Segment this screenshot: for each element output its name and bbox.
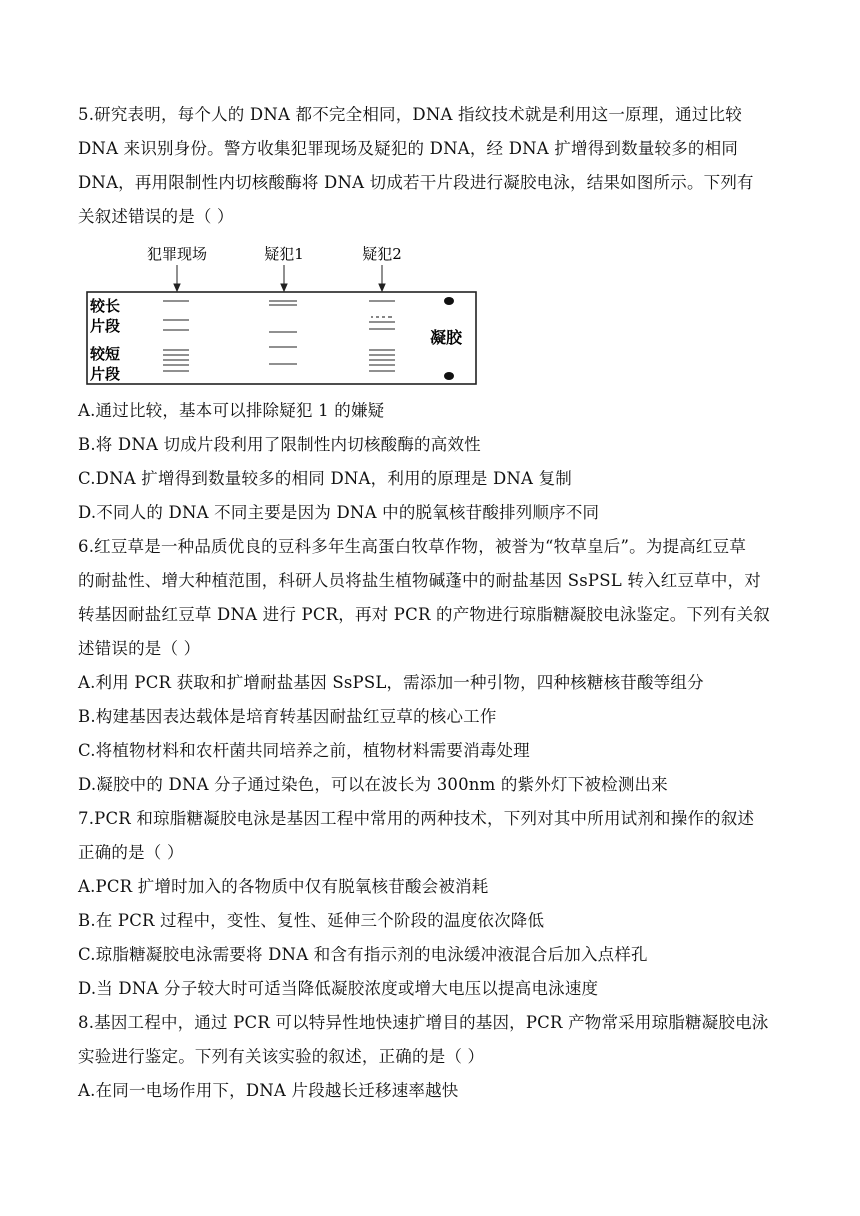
row-label-fragment-2: 片段 <box>90 365 121 383</box>
q5-option-c: C.DNA 扩增得到数量较多的相同 DNA，利用的原理是 DNA 复制 <box>78 469 573 488</box>
lane-label-suspect-1: 疑犯1 <box>264 245 304 263</box>
row-label-fragment-1: 片段 <box>90 317 121 335</box>
q5-stem-line-1: 5.研究表明，每个人的 DNA 都不完全相同，DNA 指纹技术就是利用这一原理，通过比较 <box>78 105 742 124</box>
lane-suspect-1-bands <box>269 301 297 364</box>
q5-option-a: A.通过比较，基本可以排除疑犯 1 的嫌疑 <box>78 401 385 420</box>
q7-option-c: C.琼脂糖凝胶电泳需要将 DNA 和含有指示剂的电泳缓冲液混合后加入点样孔 <box>78 945 648 964</box>
lane-label-crime-scene: 犯罪现场 <box>146 245 208 263</box>
q6-option-d: D.凝胶中的 DNA 分子通过染色，可以在波长为 300nm 的紫外灯下被检测出来 <box>78 775 668 794</box>
q8-option-a: A.在同一电场作用下，DNA 片段越长迁移速率越快 <box>78 1081 459 1100</box>
q6-stem-line-1: 6.红豆草是一种品质优良的豆科多年生高蛋白牧草作物，被誉为“牧草皇后”。为提高红豆草 <box>78 537 747 556</box>
q7-option-d: D.当 DNA 分子较大时可适当降低凝胶浓度或增大电压以提高电泳速度 <box>78 979 599 998</box>
q8-stem-line-1: 8.基因工程中，通过 PCR 可以特异性地快速扩增目的基因，PCR 产物常采用琼脂糖凝胶电泳 <box>78 1013 769 1032</box>
q6-option-b: B.构建基因表达载体是培育转基因耐盐红豆草的核心工作 <box>78 707 497 726</box>
q5-option-d: D.不同人的 DNA 不同主要是因为 DNA 中的脱氧核苷酸排列顺序不同 <box>78 503 600 522</box>
q5-stem-line-4: 关叙述错误的是（ ） <box>78 207 234 226</box>
lane-crime-scene-bands <box>163 301 189 371</box>
q6-stem-line-3: 转基因耐盐红豆草 DNA 进行 PCR，再对 PCR 的产物进行琼脂糖凝胶电泳鉴定。下列有关叙 <box>78 605 771 624</box>
lane-suspect-2-bands <box>369 301 395 371</box>
q6-stem-line-2: 的耐盐性、增大种植范围，科研人员将盐生植物碱蓬中的耐盐基因 SsPSL 转入红豆草中，对 <box>78 571 761 590</box>
q6-option-a: A.利用 PCR 获取和扩增耐盐基因 SsPSL，需添加一种引物，四种核糖核苷酸等组分 <box>78 673 704 692</box>
q7-stem-line-2: 正确的是（ ） <box>78 843 184 862</box>
lane-label-suspect-2: 疑犯2 <box>362 245 402 263</box>
q5-stem-line-3: DNA，再用限制性内切核酸酶将 DNA 切成若干片段进行凝胶电泳，结果如图所示。下列有 <box>78 173 754 192</box>
gel-electrophoresis-figure <box>86 240 478 386</box>
q7-option-a: A.PCR 扩增时加入的各物质中仅有脱氧核苷酸会被消耗 <box>78 877 489 896</box>
q6-stem-line-4: 述错误的是（ ） <box>78 639 201 658</box>
q7-option-b: B.在 PCR 过程中，变性、复性、延伸三个阶段的温度依次降低 <box>78 911 545 930</box>
row-label-longer: 较长 <box>90 297 121 315</box>
q6-option-c: C.将植物材料和农杆菌共同培养之前，植物材料需要消毒处理 <box>78 741 530 760</box>
q5-option-b: B.将 DNA 切成片段利用了限制性内切核酸酶的高效性 <box>78 435 481 454</box>
lane-arrows <box>174 265 385 291</box>
q7-stem-line-1: 7.PCR 和琼脂糖凝胶电泳是基因工程中常用的两种技术，下列对其中所用试剂和操作的叙述 <box>78 809 755 828</box>
q5-stem-line-2: DNA 来识别身份。警方收集犯罪现场及疑犯的 DNA，经 DNA 扩增得到数量较多的相同 <box>78 139 739 158</box>
gel-bottom-dot <box>444 372 454 380</box>
gel-top-dot <box>444 297 454 305</box>
q8-stem-line-2: 实验进行鉴定。下列有关该实验的叙述，正确的是（ ） <box>78 1047 485 1066</box>
gel-label: 凝胶 <box>430 328 463 347</box>
gel-frame <box>87 292 476 384</box>
row-label-shorter: 较短 <box>90 345 121 363</box>
